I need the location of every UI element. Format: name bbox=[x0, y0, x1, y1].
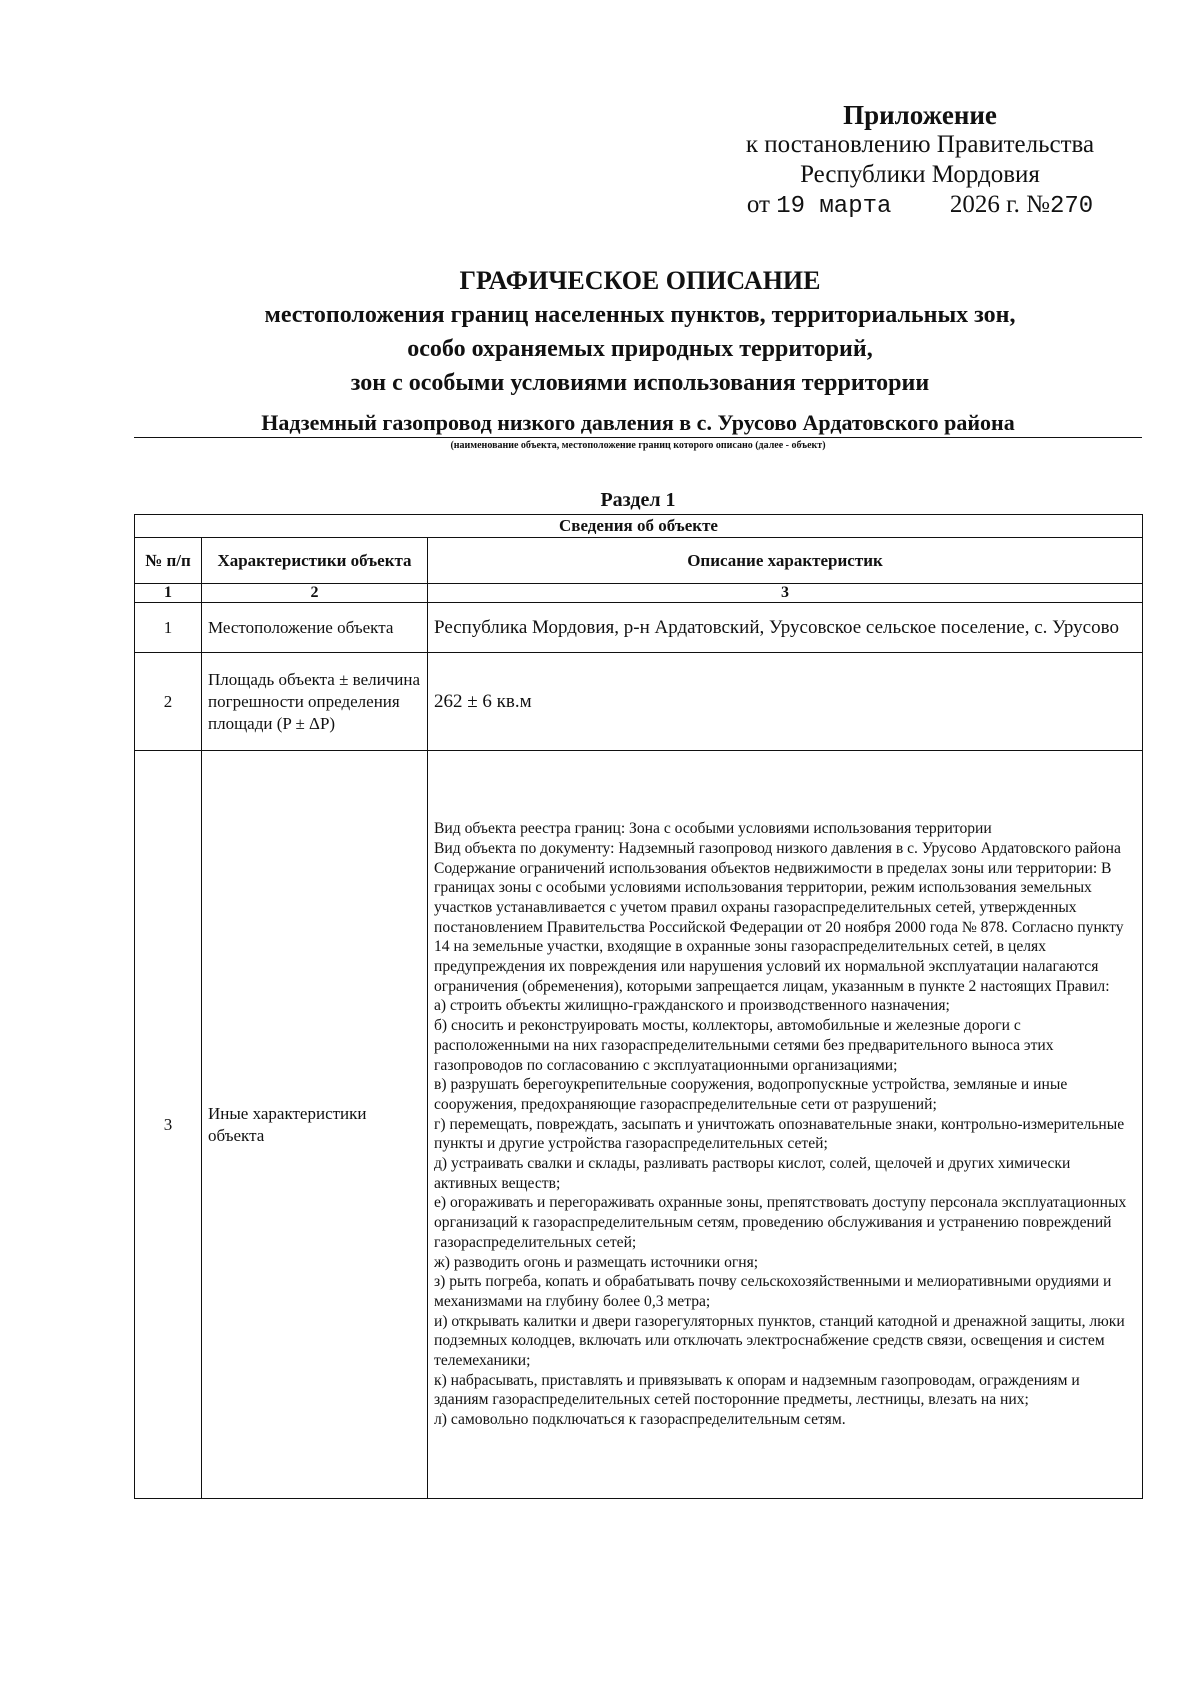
row-1-description: Республика Мордовия, р-н Ардатовский, Урусовское сельское поселение, с. Урусово bbox=[428, 603, 1143, 653]
row-1-characteristic: Местоположение объекта bbox=[202, 603, 428, 653]
table-caption: Сведения об объекте bbox=[135, 515, 1143, 538]
decree-number: 270 bbox=[1049, 193, 1094, 220]
date-handwritten: 19 марта bbox=[776, 193, 892, 220]
date-prefix: от bbox=[746, 191, 770, 218]
table-row bbox=[135, 653, 1143, 751]
restriction-item: л) самовольно подключаться к газораспределительным сетям. bbox=[434, 1411, 846, 1429]
object-name-block bbox=[134, 410, 1142, 453]
subtitle-line-3: зон с особыми условиями использования территории bbox=[350, 370, 930, 396]
column-index-row bbox=[135, 584, 1143, 603]
subtitle-line-1: местоположения границ населенных пунктов, территориальных зон, bbox=[264, 302, 1016, 328]
restriction-item: г) перемещать, повреждать, засыпать и уничтожать опознавательные знаки, контрольно-измерительные пункты и другие устройства газораспределительных сетей; bbox=[434, 1115, 1125, 1153]
restriction-item: в) разрушать берегоукрепительные сооружения, водопропускные устройства, земляные и иные сооружения, предохраняющие газораспределительные сети от разрушений; bbox=[434, 1076, 1068, 1113]
row-3-description bbox=[428, 751, 1143, 1499]
row-2-description: 262 ± 6 кв.м bbox=[428, 653, 1143, 751]
table-caption-row bbox=[135, 515, 1143, 538]
object-caption: (наименование объекта, местоположение границ которого описано (далее - объект) bbox=[450, 440, 826, 451]
section-title: Раздел 1 bbox=[600, 489, 676, 511]
table-row bbox=[135, 603, 1143, 653]
row-3-head-2: Вид объекта по документу: Надземный газопровод низкого давления в с. Урусово Ардатовского района bbox=[434, 839, 1121, 857]
object-info-table bbox=[134, 514, 1143, 1499]
appendix-block bbox=[700, 100, 1140, 222]
row-3-num: 3 bbox=[135, 751, 202, 1499]
restriction-item: б) сносить и реконструировать мосты, коллекторы, автомобильные и железные дороги с расположенными на них газораспределительными сетями без предварительного выноса этих газопроводов по согласованию с эксплуатационными организациями; bbox=[434, 1017, 1054, 1074]
restriction-item: з) рыть погреба, копать и обрабатывать почву сельскохозяйственными и мелиоративными орудиями и механизмами на глубину более 0,3 метра; bbox=[434, 1273, 1112, 1310]
header-num: № п/п bbox=[135, 538, 202, 584]
table-header-row bbox=[135, 538, 1143, 584]
restriction-item: е) огораживать и перегораживать охранные зоны, препятствовать доступу персонала эксплуатационных организаций к газораспределительным сетям, проведению обслуживания и устранению повреждений газораспределительных сетей; bbox=[434, 1194, 1127, 1251]
restriction-item: и) открывать калитки и двери газорегуляторных пунктов, станций катодной и дренажной защиты, люки подземных колодцев, включать или отключать электроснабжение средств связи, освещения и систем телемеханики; bbox=[434, 1312, 1125, 1370]
object-name: Надземный газопровод низкого давления в с. Урусово Ардатовского района bbox=[134, 410, 1142, 438]
row-2-characteristic: Площадь объекта ± величина погрешности определения площади (P ± ΔP) bbox=[202, 653, 428, 751]
restriction-item: к) набрасывать, приставлять и привязывать к опорам и надземным газопроводам, ограждениям и зданиям газораспределительных сетей посторонние предметы, лестницы, влезать на них; bbox=[434, 1371, 1080, 1409]
header-description: Описание характеристик bbox=[428, 538, 1143, 584]
restriction-item: д) устраивать свалки и склады, разливать растворы кислот, солей, щелочей и других химически активных веществ; bbox=[434, 1155, 1071, 1192]
appendix-title: Приложение bbox=[843, 100, 997, 130]
row-3-head-3: Содержание ограничений использования объектов недвижимости в пределах зоны или территории: В границах зоны с особыми условиями использования территории, режим использования земельных участков устанавливается с учетом правил охраны газораспределительных сетей, утвержденных постановлением Правительства Российской Федерации от 20 ноября 2000 года № 878. Согласно пункту 14 на земельные участки, входящие в охранные зоны газораспределительных сетей, в целях предупреждения их повреждения или нарушения условий их нормальной эксплуатации налагаются ограничения (обременения), которыми запрещается лицам, указанным в пункте 2 настоящих Правил: bbox=[434, 859, 1124, 995]
table-row bbox=[135, 751, 1143, 1499]
row-2-num: 2 bbox=[135, 653, 202, 751]
column-index-1: 1 bbox=[135, 584, 202, 603]
restriction-item: а) строить объекты жилищно-гражданского и производственного назначения; bbox=[434, 997, 950, 1015]
row-1-num: 1 bbox=[135, 603, 202, 653]
row-3-head-1: Вид объекта реестра границ: Зона с особыми условиями использования территории bbox=[434, 820, 992, 838]
appendix-line-1: к постановлению Правительства bbox=[745, 131, 1095, 158]
title-block bbox=[140, 264, 1140, 400]
row-3-characteristic: Иные характеристики объекта bbox=[202, 751, 428, 1499]
column-index-2: 2 bbox=[202, 584, 428, 603]
restriction-item: ж) разводить огонь и размещать источники огня; bbox=[434, 1253, 759, 1271]
appendix-line-2: Республики Мордовия bbox=[800, 161, 1040, 188]
header-characteristic: Характеристики объекта bbox=[202, 538, 428, 584]
column-index-3: 3 bbox=[428, 584, 1143, 603]
date-year: 2026 г. № bbox=[949, 191, 1050, 218]
appendix-date-line bbox=[700, 190, 1140, 222]
subtitle-line-2: особо охраняемых природных территорий, bbox=[407, 336, 873, 362]
main-title: ГРАФИЧЕСКОЕ ОПИСАНИЕ bbox=[459, 266, 821, 295]
